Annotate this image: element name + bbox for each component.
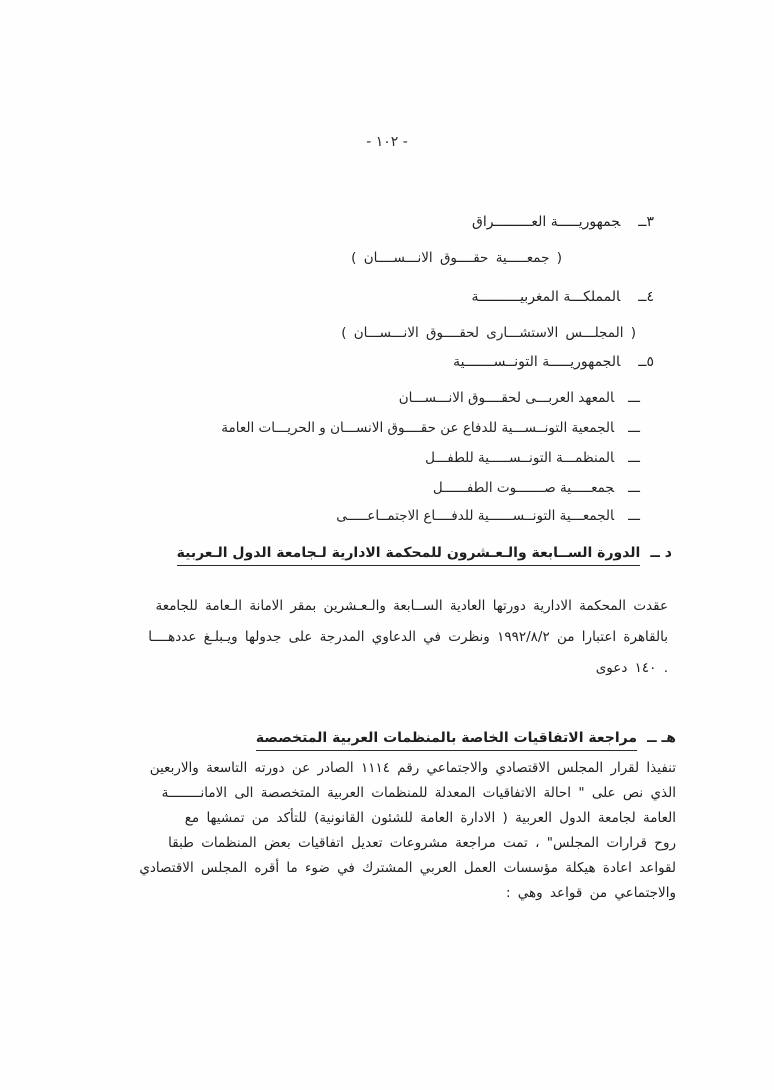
org-item <box>433 480 640 496</box>
country-item-label: جمهوريـــــة العـــــــــراق <box>472 214 621 230</box>
dash-icon: ـــ <box>628 480 640 496</box>
org-item-label: المنظمـــة التونــســـــية للطفـــل <box>425 450 615 466</box>
org-item <box>221 420 640 436</box>
paragraph-line: لقواعد اعادة هيكلة مؤسسات العمل العربي المشترك في ضوء ما أقره المجلس الاقتصادي <box>139 860 676 876</box>
paragraph-line: تنفيذا لقرار المجلس الاقتصادي والاجتماعي رقم ١١١٤ الصادر عن دورته التاسعة والاربعين <box>149 760 676 776</box>
country-item-number: ٥ــ <box>638 354 654 370</box>
paragraph-line: روح قرارات المجلس" ، تمت مراجعة مشروعات تعديل اتفاقيات بعض المنظمات طبقا <box>168 835 676 851</box>
country-item-number: ٤ــ <box>638 289 654 305</box>
country-item-label: المملكـــة المغربيــــــــــة <box>471 289 621 305</box>
paragraph-line: العامة لجامعة الدول العربية ( الادارة العامة للشئون القانونية) للتأكد من تمشيها مع <box>184 810 676 826</box>
country-item-tunisia <box>453 354 654 370</box>
paragraph-line: بالقاهرة اعتبارا من ١٩٩٢/٨/٢ ونظرت في الدعاوي المدرجة على جدولها ويـبلـغ عددهــــا <box>148 629 668 645</box>
section-e-marker: هـ ــ <box>647 730 676 746</box>
org-item-label: الجمعـــية التونــســــــية للدفــــاع الاجتمــاعـــــى <box>336 508 615 524</box>
org-item <box>399 390 640 406</box>
section-d-marker: د ــ <box>650 545 672 561</box>
section-e-heading <box>256 730 676 751</box>
country-item-morocco <box>472 289 654 305</box>
paragraph-line: والاجتماعي من قواعد وهي : <box>505 885 676 901</box>
dash-icon: ـــ <box>628 420 640 436</box>
org-item-label: المعهد العربـــى لحقــــوق الانـــســـان <box>398 390 615 406</box>
country-item-number: ٣ــ <box>638 214 654 230</box>
section-d-title: الدورة الســابعة والـعـشرون للمحكمة الادارية لـجامعة الدول الـعربية <box>177 545 641 566</box>
section-d-heading <box>177 545 672 566</box>
dash-icon: ـــ <box>628 390 640 406</box>
org-item-label: جمعـــــية صـــــــوت الطفــــــل <box>432 480 615 496</box>
dash-icon: ـــ <box>628 450 640 466</box>
org-item <box>425 450 640 466</box>
org-item-label: الجمعية التونــســـية للدفاع عن حقــــوق الانســـان و الحريـــات العامة <box>221 420 615 436</box>
paragraph-line: ١٤٠ دعوى . <box>595 660 668 676</box>
org-item-paren: ( جمعـــــية حقــــوق الانـــســــان ) <box>351 250 562 266</box>
country-item-iraq <box>472 214 654 230</box>
org-item <box>336 508 640 524</box>
paragraph-line: الذي نص على " احالة الاتفاقيات المعدلة للمنظمات العربية المتخصصة الى الامانــــــــة <box>161 785 676 801</box>
paragraph-line: عقدت المحكمة الادارية دورتها العادية الســابعة والـعـشرين بمقر الامانة الـعامة للجامعة <box>155 598 668 614</box>
page-number: - ١٠٢ - <box>366 134 408 150</box>
country-item-label: الجمهوريـــــة التونــســـــــية <box>453 354 621 370</box>
org-item-paren: ( المجلـــس الاستشـــارى لحقــــوق الانـــســـان ) <box>341 325 636 341</box>
dash-icon: ـــ <box>628 508 640 524</box>
section-e-title: مراجعة الاتفاقيات الخاصة بالمنظمات العربية المتخصصة <box>256 730 637 751</box>
